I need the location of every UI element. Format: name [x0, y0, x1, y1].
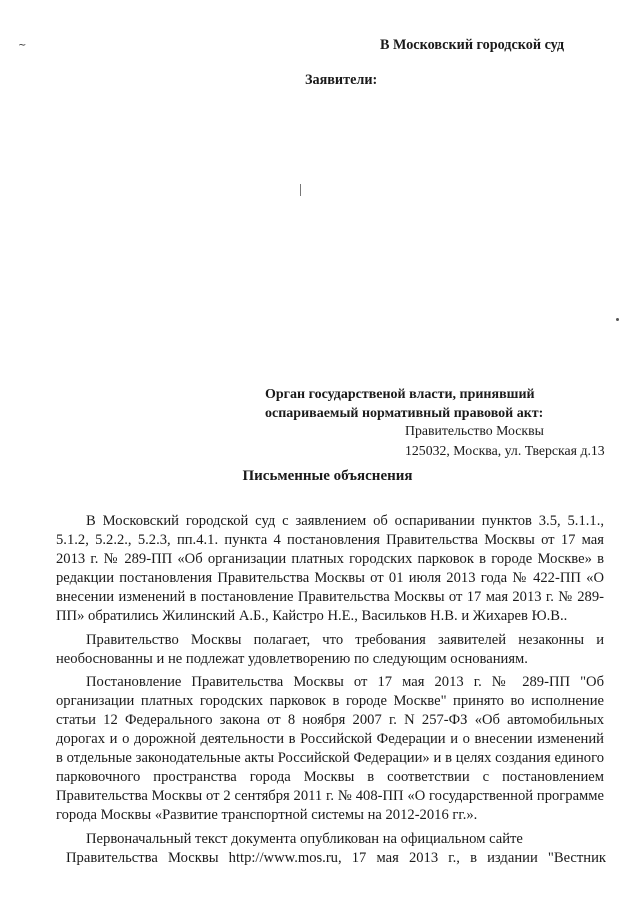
body-last-line: Правительства Москвы http://www.mos.ru, 17 мая 2013 г., в издании "Вестник	[66, 850, 606, 866]
respondent-details	[405, 421, 605, 461]
respondent-address: 125032, Москва, ул. Тверская д.13	[405, 443, 605, 458]
body-paragraph: Правительство Москвы полагает, что требования заявителей незаконны и необоснованны и не подлежат удовлетворению по следующим основаниям.	[56, 631, 604, 667]
court-addressee: В Московский городской суд	[380, 37, 565, 53]
respondent-heading-line: Орган государственой власти, принявший	[265, 387, 535, 402]
respondent-name: Правительство Москвы	[405, 423, 544, 438]
scan-mark: ∼	[18, 40, 27, 51]
body-paragraph: В Московский городской суд с заявлением об оспаривании пунктов 3.5, 5.1.1., 5.1.2, 5.2.2., 5.2.3, пп.4.1. пункта 4 постановления Правительства Москвы от 17 мая 2013 г. № 289-ПП «Об организации платных городских парковок в городе Москве» в редакции постановления Правительства Москвы от 01 июля 2013 года № 422-ПП «О внесении изменений в постановление Правительства Москвы от 17 мая 2013 г. № 289-ПП» обратились Жилинский А.Б., Кайстро Н.Е., Васильков Н.В. и Жихарев Ю.В..	[56, 513, 604, 625]
scan-speck	[300, 184, 301, 196]
body-paragraph: Первоначальный текст документа опубликован на официальном сайте	[86, 830, 523, 847]
document-body	[56, 512, 604, 849]
document-title: Письменные объяснения	[242, 468, 413, 484]
body-paragraph: Постановление Правительства Москвы от 17 мая 2013 г. № 289-ПП "Об организации платных городских парковок в городе Москве" принято во исполнение статьи 12 Федерального закона от 8 ноября 2007 г. N 257-ФЗ «Об автомобильных дорогах и о дорожной деятельности в Российской Федерации и о внесении изменений в отдельные законодательные акты Российской Федерации» и в целях создания единого парковочного пространства города Москвы в соответствии с постановлением Правительства Москвы от 2 сентября 2011 г. № 408-ПП «О государственной программе города Москвы «Развитие транспортной системы на 2012-2016 гг.».	[56, 673, 604, 824]
respondent-heading	[265, 385, 543, 423]
respondent-heading-line: оспариваемый нормативный правовой акт:	[265, 406, 544, 421]
scan-speck	[616, 318, 619, 321]
applicants-label: Заявители:	[305, 72, 378, 88]
